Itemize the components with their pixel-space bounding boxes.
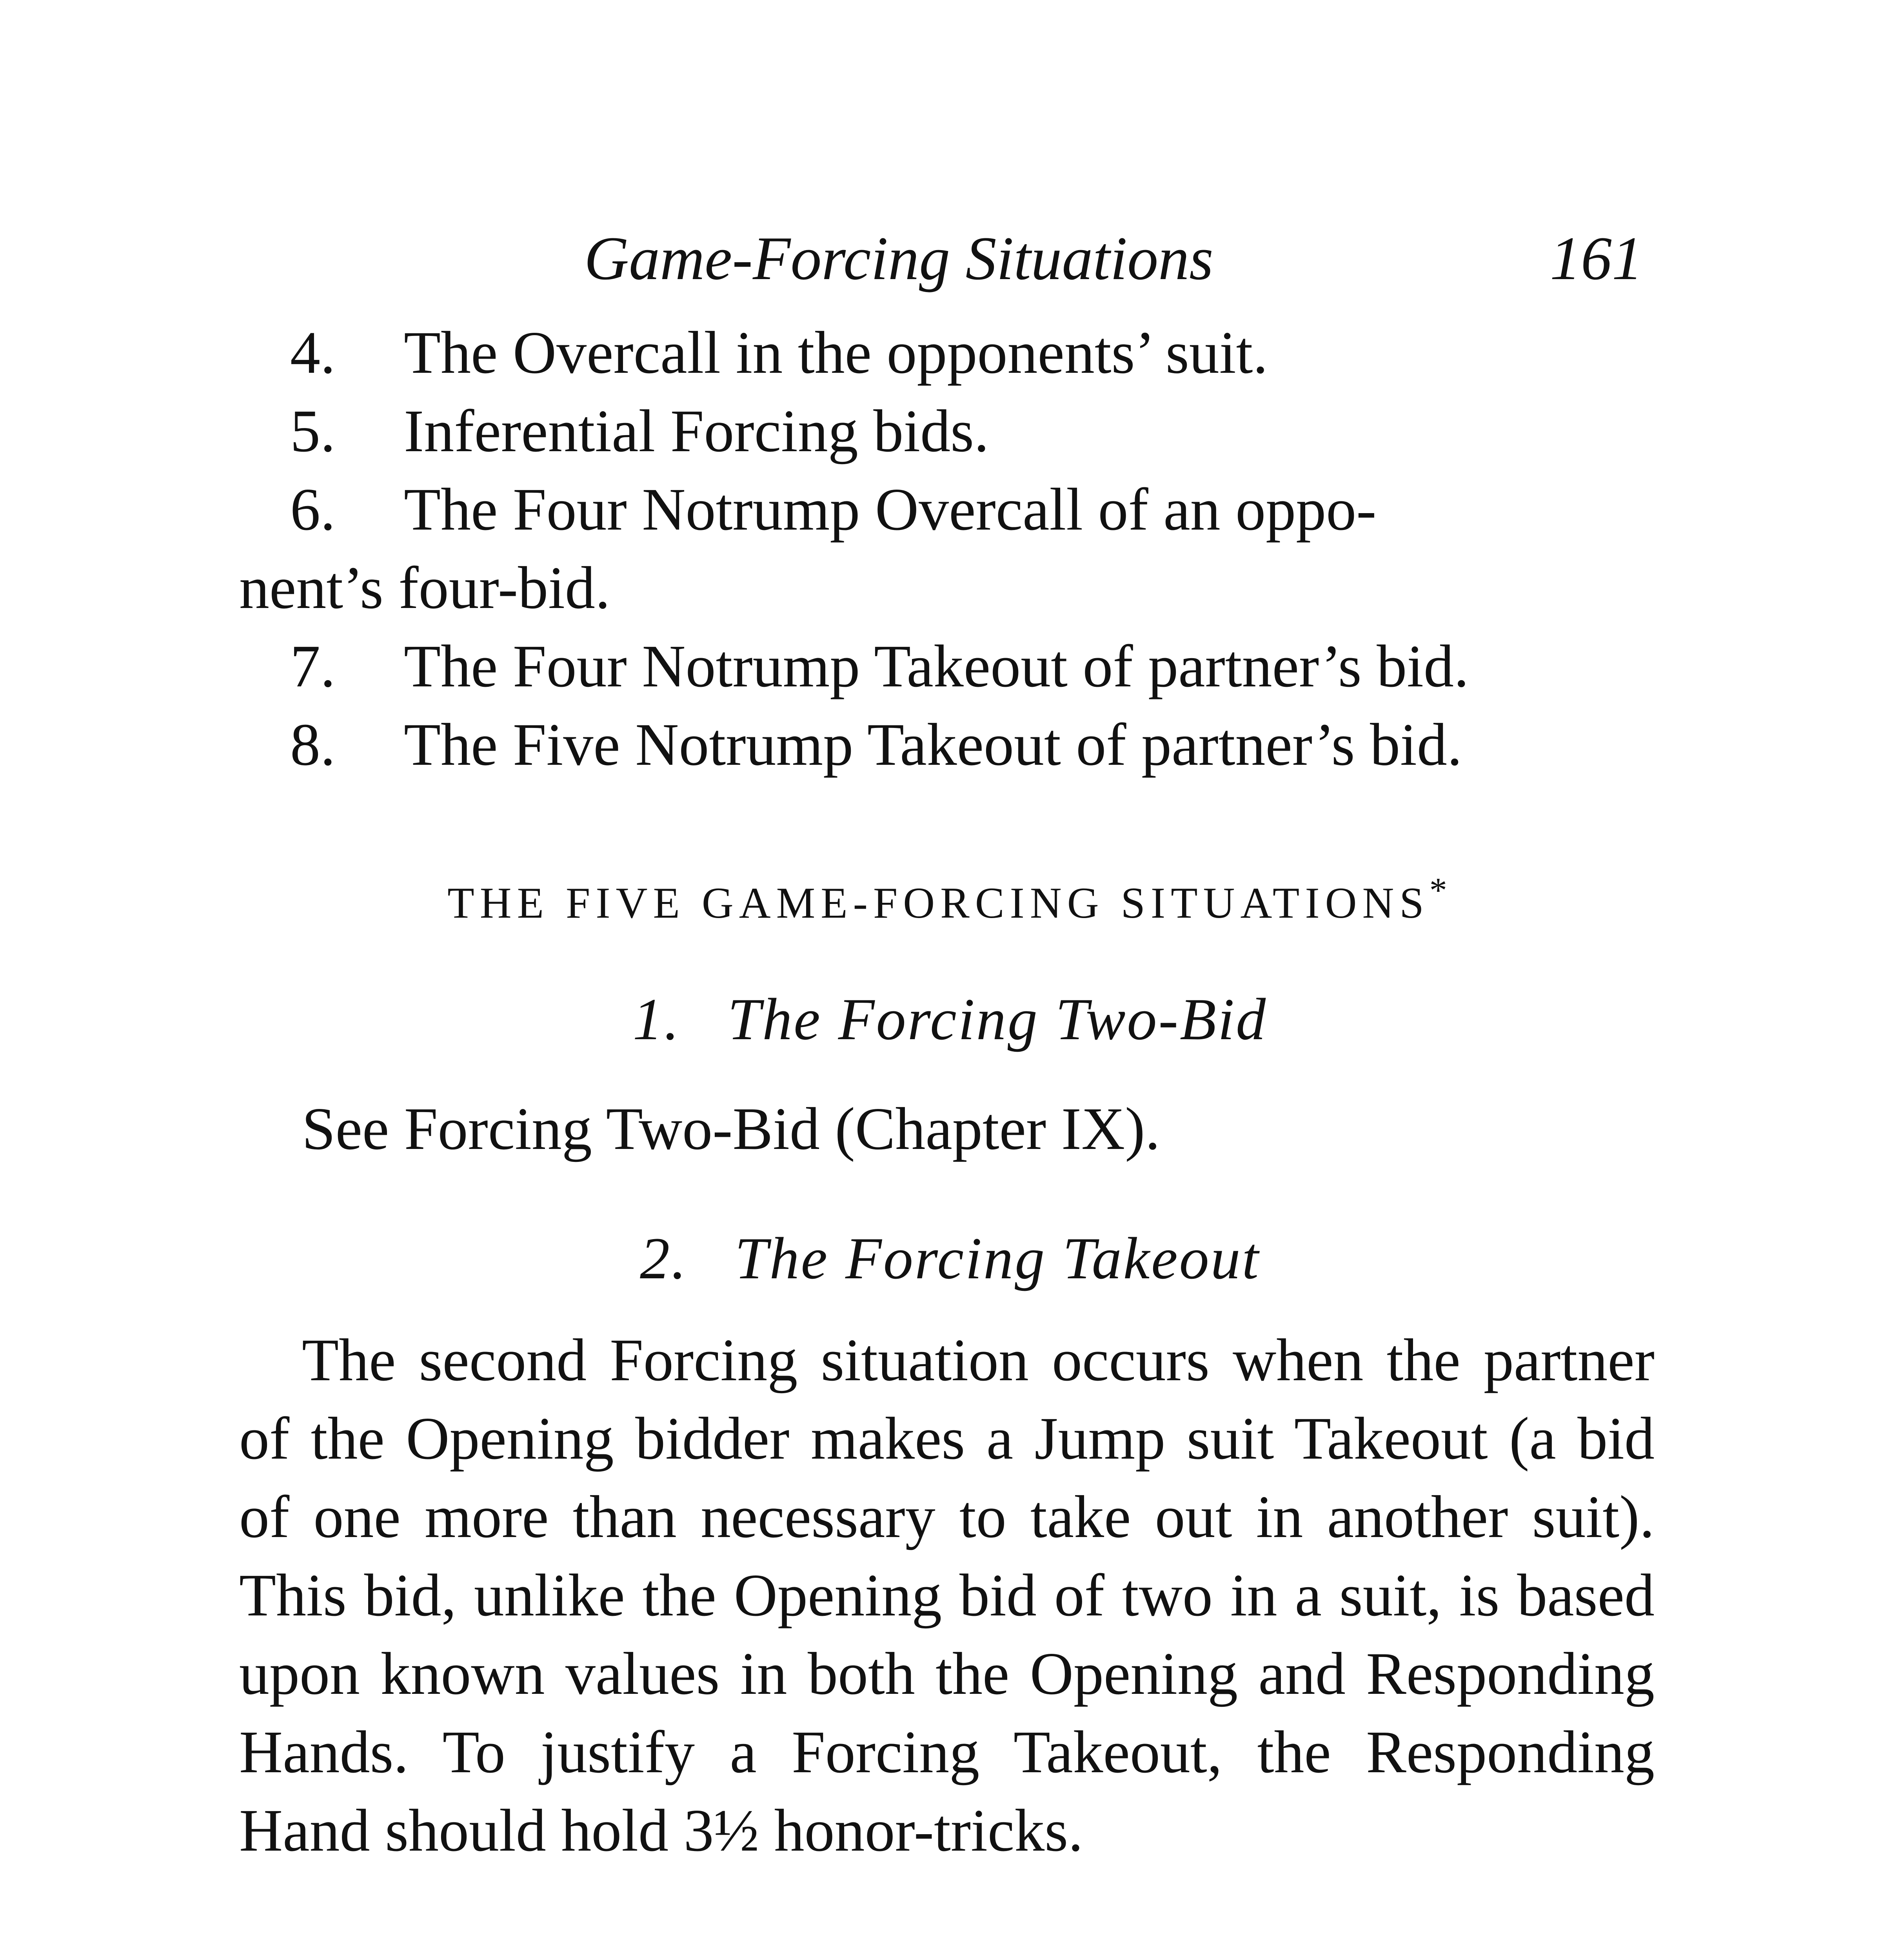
subheading-text: The Forcing Two-Bid [727, 986, 1268, 1052]
list-item-continuation: nent’s four-bid. [239, 555, 610, 621]
running-head-title: Game-Forcing Situations [584, 224, 1213, 293]
paragraph-see-chapter: See Forcing Two-Bid (Chapter IX). [302, 1096, 1161, 1162]
subheading-number: 2. [640, 1225, 688, 1291]
list-item-text: The Five Notrump Takeout of partner’s bid. [404, 711, 1462, 778]
list-item-number: 4. [290, 319, 336, 386]
list-item [239, 314, 1651, 392]
footnote-mark: * [1429, 871, 1453, 910]
subheading-number: 1. [632, 986, 681, 1052]
section-heading-text: THE FIVE GAME-FORCING SITUATIONS [447, 879, 1430, 927]
subheading-forcing-takeout [0, 1219, 1900, 1298]
list-item [239, 470, 1651, 627]
section-heading [0, 870, 1900, 929]
paragraph-second-situation: The second Forcing situation occurs when the partner of the Opening bidder makes a Jump suit Takeout (a bid of one more than necessary to take out in another suit). This bid, unlike the Opening bid of two in a suit, is based upon known values in both the Opening and Responding Hands. To justify a Forcing Takeout, the Responding Hand should hold 3½ honor-tricks. [239, 1327, 1655, 1864]
list-item [239, 706, 1651, 784]
page-number: 161 [1550, 224, 1643, 293]
forcing-bids-list [239, 314, 1651, 784]
list-item-number: 7. [290, 633, 336, 700]
list-item [239, 392, 1651, 470]
list-item-number: 5. [290, 398, 336, 465]
list-item-number: 8. [290, 711, 336, 778]
subheading-forcing-two-bid [0, 980, 1900, 1058]
running-head [584, 220, 1643, 298]
list-item-number: 6. [290, 476, 336, 543]
list-item-text: The Four Notrump Overcall of an oppo- [404, 476, 1377, 543]
list-item-text: Inferential Forcing bids. [404, 398, 989, 465]
list-item [239, 627, 1651, 706]
list-item-text: The Four Notrump Takeout of partner’s bid. [404, 633, 1469, 700]
list-item-text: The Overcall in the opponents’ suit. [404, 319, 1268, 386]
subheading-text: The Forcing Takeout [735, 1225, 1260, 1291]
